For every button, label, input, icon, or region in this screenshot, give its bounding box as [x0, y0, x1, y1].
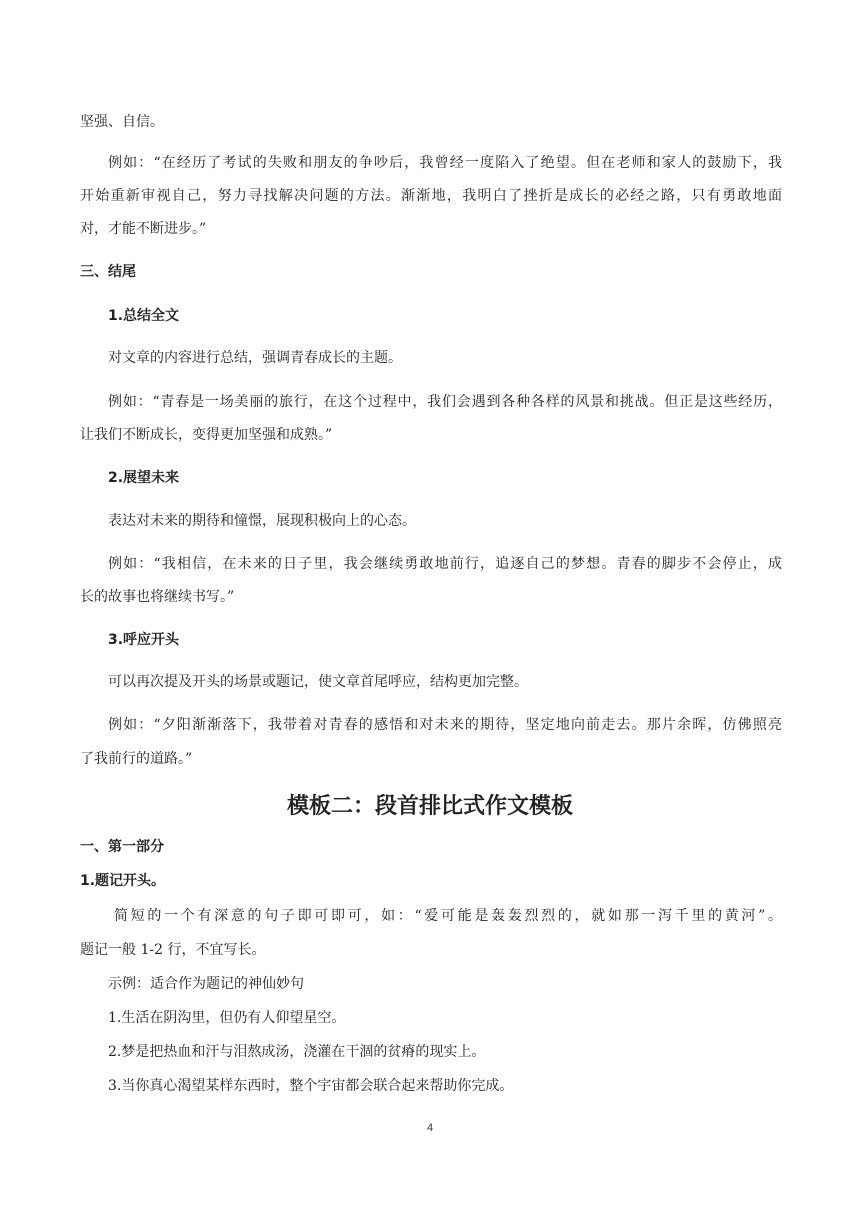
- example-line: 开始重新审视自己，努力寻找解决问题的方法。渐渐地，我明白了挫折是成长的必经之路，只有勇敢地面: [80, 188, 782, 204]
- page-number: 4: [426, 1122, 434, 1134]
- subsection-description: 对文章的内容进行总结，强调青春成长的主题。: [108, 350, 402, 366]
- body-line: 题记一般 1-2 行，不宜写长。: [80, 942, 266, 958]
- body-line: 简短的一个有深意的句子即可即可，如：“爱可能是轰轰烈烈的，就如那一泻千里的黄河”。: [114, 908, 782, 924]
- list-item: 2.梦是把热血和汗与泪熬成汤，浇灌在干涸的贫瘠的现实上。: [108, 1044, 486, 1060]
- example-line: 例如：“我相信，在未来的日子里，我会继续勇敢地前行，追逐自己的梦想。青春的脚步不会停止，成: [108, 556, 782, 572]
- list-item: 1.生活在阴沟里，但仍有人仰望星空。: [108, 1010, 346, 1026]
- paragraph-tail: 坚强、自信。: [80, 114, 164, 130]
- example-line: 了我前行的道路。”: [80, 751, 193, 767]
- subsection-heading: 1.总结全文: [108, 308, 180, 324]
- subsection-heading: 2.展望未来: [108, 470, 180, 486]
- example-intro: 示例：适合作为题记的神仙妙句: [108, 976, 304, 992]
- example-line: 对，才能不断进步。”: [80, 221, 207, 237]
- part-heading: 一、第一部分: [80, 839, 164, 855]
- subsection-heading: 1.题记开头。: [80, 873, 166, 889]
- subsection-description: 可以再次提及开头的场景或题记，使文章首尾呼应，结构更加完整。: [108, 674, 528, 690]
- example-line: 让我们不断成长，变得更加坚强和成熟。”: [80, 427, 333, 443]
- template-title: 模板二：段首排比式作文模板: [286, 794, 573, 819]
- example-line: 例如：“夕阳渐渐落下，我带着对青春的感悟和对未来的期待，坚定地向前走去。那片余晖，仿佛照亮: [108, 717, 782, 733]
- example-line: 长的故事也将继续书写。”: [80, 589, 235, 605]
- list-item: 3.当你真心渴望某样东西时，整个宇宙都会联合起来帮助你完成。: [108, 1078, 514, 1094]
- section-heading: 三、结尾: [80, 264, 136, 280]
- example-line: 例如：“青春是一场美丽的旅行，在这个过程中，我们会遇到各种各样的风景和挑战。但正是这些经历，: [108, 394, 782, 410]
- example-line: 例如：“在经历了考试的失败和朋友的争吵后，我曾经一度陷入了绝望。但在老师和家人的鼓励下，我: [108, 155, 782, 171]
- subsection-description: 表达对未来的期待和憧憬，展现积极向上的心态。: [108, 513, 416, 529]
- subsection-heading: 3.呼应开头: [108, 632, 180, 648]
